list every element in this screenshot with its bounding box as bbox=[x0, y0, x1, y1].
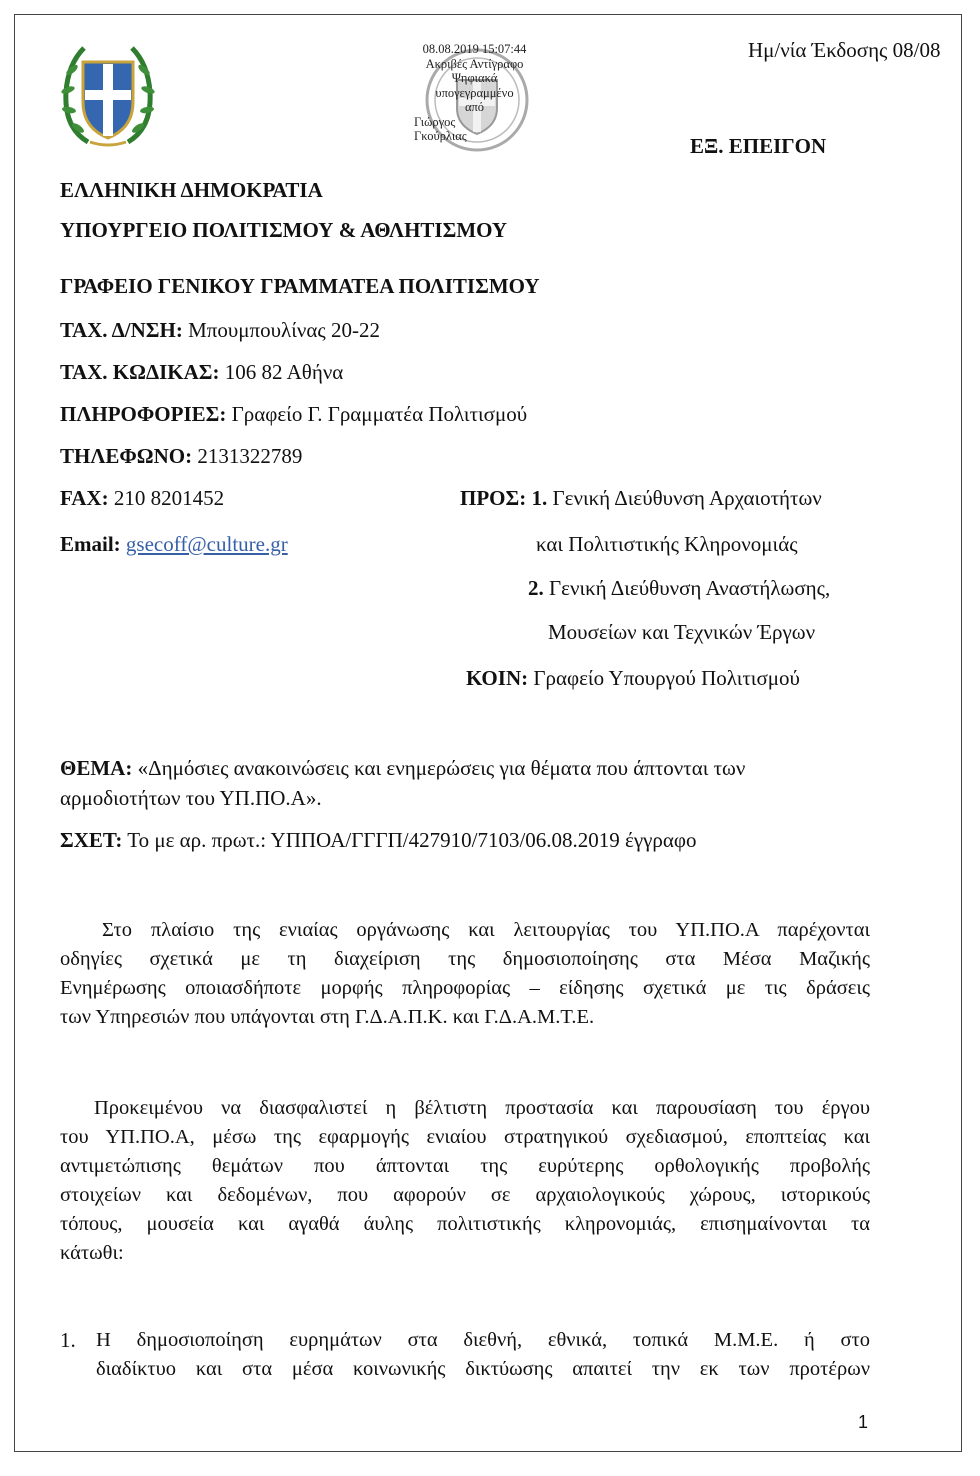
recipient-2-line-2: Μουσείων και Τεχνικών Έργων bbox=[548, 620, 816, 644]
subject-line-1 bbox=[60, 756, 745, 781]
recipient-1-line-1 bbox=[460, 486, 822, 511]
digital-signature-stamp bbox=[412, 42, 537, 154]
postal-value: 106 82 Αθήνα bbox=[224, 360, 344, 384]
paragraph-line: οδηγίες σχετικά με τη διαχείριση της δημοσιοποίησης στα Μέσα Μαζικής bbox=[60, 948, 870, 970]
to-label: ΠΡΟΣ: bbox=[460, 486, 527, 510]
phone-line bbox=[60, 444, 302, 469]
paragraph-line: κάτωθι: bbox=[60, 1242, 124, 1264]
cc-label: ΚΟΙΝ: bbox=[466, 666, 529, 690]
cc-line bbox=[466, 666, 800, 691]
list-item-number: 1. bbox=[60, 1328, 76, 1352]
paragraph-line: Στο πλαίσιο της ενιαίας οργάνωσης και λειτουργίας του ΥΠ.ΠΟ.Α παρέχονται bbox=[102, 919, 870, 941]
header-office: ΓΡΑΦΕΙΟ ΓΕΝΙΚΟΥ ΓΡΑΜΜΑΤΕΑ ΠΟΛΙΤΙΣΜΟΥ bbox=[60, 274, 540, 298]
page-number: 1 bbox=[858, 1412, 869, 1432]
recipient-1-line-2: και Πολιτιστικής Κληρονομιάς bbox=[536, 532, 798, 556]
recipient-2-number: 2. bbox=[528, 576, 544, 600]
postal-label: ΤΑΧ. ΚΩΔΙΚΑΣ: bbox=[60, 360, 220, 384]
stamp-line: από bbox=[464, 100, 485, 114]
info-line bbox=[60, 402, 527, 427]
header-republic: ΕΛΛΗΝΙΚΗ ΔΗΜΟΚΡΑΤΙΑ bbox=[60, 178, 323, 202]
header-ministry: ΥΠΟΥΡΓΕΙΟ ΠΟΛΙΤΙΣΜΟΥ & ΑΘΛΗΤΙΣΜΟΥ bbox=[60, 218, 508, 242]
paragraph-line: των Υπηρεσιών που υπάγονται στη Γ.Δ.Α.Π.Κ. και Γ.Δ.Α.Μ.Τ.Ε. bbox=[60, 1006, 595, 1028]
urgent-label: ΕΞ. ΕΠΕΙΓΟΝ bbox=[690, 134, 827, 158]
paragraph-line: στοιχείων και δεδομένων, που αφορούν σε αρχαιολογικούς χώρους, ιστορικούς bbox=[60, 1184, 870, 1206]
recipient-1-name: Γενική Διεύθυνση Αρχαιοτήτων bbox=[552, 486, 822, 510]
stamp-line: Ακριβές Αντίγραφο bbox=[425, 56, 524, 71]
paragraph-line: Ενημέρωσης οποιασδήποτε μορφής πληροφορίας – είδησης σχετικά με τις δράσεις bbox=[60, 977, 870, 999]
list-item-line: διαδίκτυο και στα μέσα κοινωνικής δικτύωσης απαιτεί την εκ των προτέρων bbox=[96, 1358, 870, 1380]
address-label: ΤΑΧ. Δ/ΝΣΗ: bbox=[60, 318, 183, 342]
fax-label: FAX: bbox=[60, 486, 109, 510]
address-value: Μπουμπουλίνας 20-22 bbox=[188, 318, 380, 342]
subject-label: ΘΕΜΑ: bbox=[60, 756, 133, 780]
subject-text: «Δημόσιες ανακοινώσεις και ενημερώσεις για θέματα που άπτονται των bbox=[137, 756, 746, 780]
paragraph-line: Προκειμένου να διασφαλιστεί η βέλτιστη προστασία και παρουσίαση του έργου bbox=[94, 1097, 870, 1119]
issue-date: Ημ/νία Έκδοσης 08/08 bbox=[748, 38, 941, 62]
fax-value: 210 8201452 bbox=[113, 486, 225, 510]
paragraph-line: αντιμετώπισης θεμάτων που άπτονται της ευρύτερης ορθολογικής προβολής bbox=[60, 1155, 870, 1177]
paragraph-line: του ΥΠ.ΠΟ.Α, μέσω της εφαρμογής ενιαίου στρατηγικού σχεδιασμού, εποπτείας και bbox=[60, 1126, 870, 1148]
coat-of-arms-icon bbox=[58, 40, 158, 150]
email-link[interactable]: gsecoff@culture.gr bbox=[125, 532, 288, 556]
list-item-1 bbox=[96, 1326, 870, 1384]
stamp-line: υπογεγραμμένο bbox=[435, 85, 514, 100]
phone-value: 2131322789 bbox=[197, 444, 303, 468]
stamp-line: Γκούρλιας bbox=[414, 129, 467, 143]
recipient-1-number: 1. bbox=[531, 486, 548, 510]
reference-line bbox=[60, 828, 697, 853]
cc-value: Γραφείο Υπουργού Πολιτισμού bbox=[533, 666, 800, 690]
list-item-line: Η δημοσιοποίηση ευρημάτων στα διεθνή, εθνικά, τοπικά Μ.Μ.Ε. ή στο bbox=[96, 1329, 870, 1351]
email-label: Email: bbox=[60, 532, 121, 556]
info-label: ΠΛΗΡΟΦΟΡΙΕΣ: bbox=[60, 402, 227, 426]
reference-text: Το με αρ. πρωτ.: ΥΠΠΟΑ/ΓΓΓΠ/427910/7103/06.08.2019 έγγραφο bbox=[127, 828, 697, 852]
stamp-line: 08.08.2019 15:07:44 bbox=[422, 42, 527, 56]
paragraph-2 bbox=[60, 1094, 870, 1268]
paragraph-line: τόπους, μουσεία και αγαθά άυλης πολιτιστικής κληρονομιάς, επισημαίνονται τα bbox=[60, 1213, 870, 1235]
postal-line bbox=[60, 360, 343, 385]
recipient-2-name: Γενική Διεύθυνση Αναστήλωσης, bbox=[549, 576, 831, 600]
stamp-line: Ψηφιακά bbox=[451, 71, 498, 85]
reference-label: ΣΧΕΤ: bbox=[60, 828, 123, 852]
info-value: Γραφείο Γ. Γραμματέα Πολιτισμού bbox=[231, 402, 528, 426]
recipient-2-line-1 bbox=[528, 576, 830, 601]
subject-line-2: αρμοδιοτήτων του ΥΠ.ΠΟ.Α». bbox=[60, 786, 322, 810]
paragraph-1 bbox=[60, 916, 870, 1032]
stamp-line: Γιώργος bbox=[414, 114, 456, 129]
email-line bbox=[60, 532, 288, 557]
fax-line bbox=[60, 486, 224, 511]
address-line bbox=[60, 318, 380, 343]
phone-label: ΤΗΛΕΦΩΝΟ: bbox=[60, 444, 193, 468]
